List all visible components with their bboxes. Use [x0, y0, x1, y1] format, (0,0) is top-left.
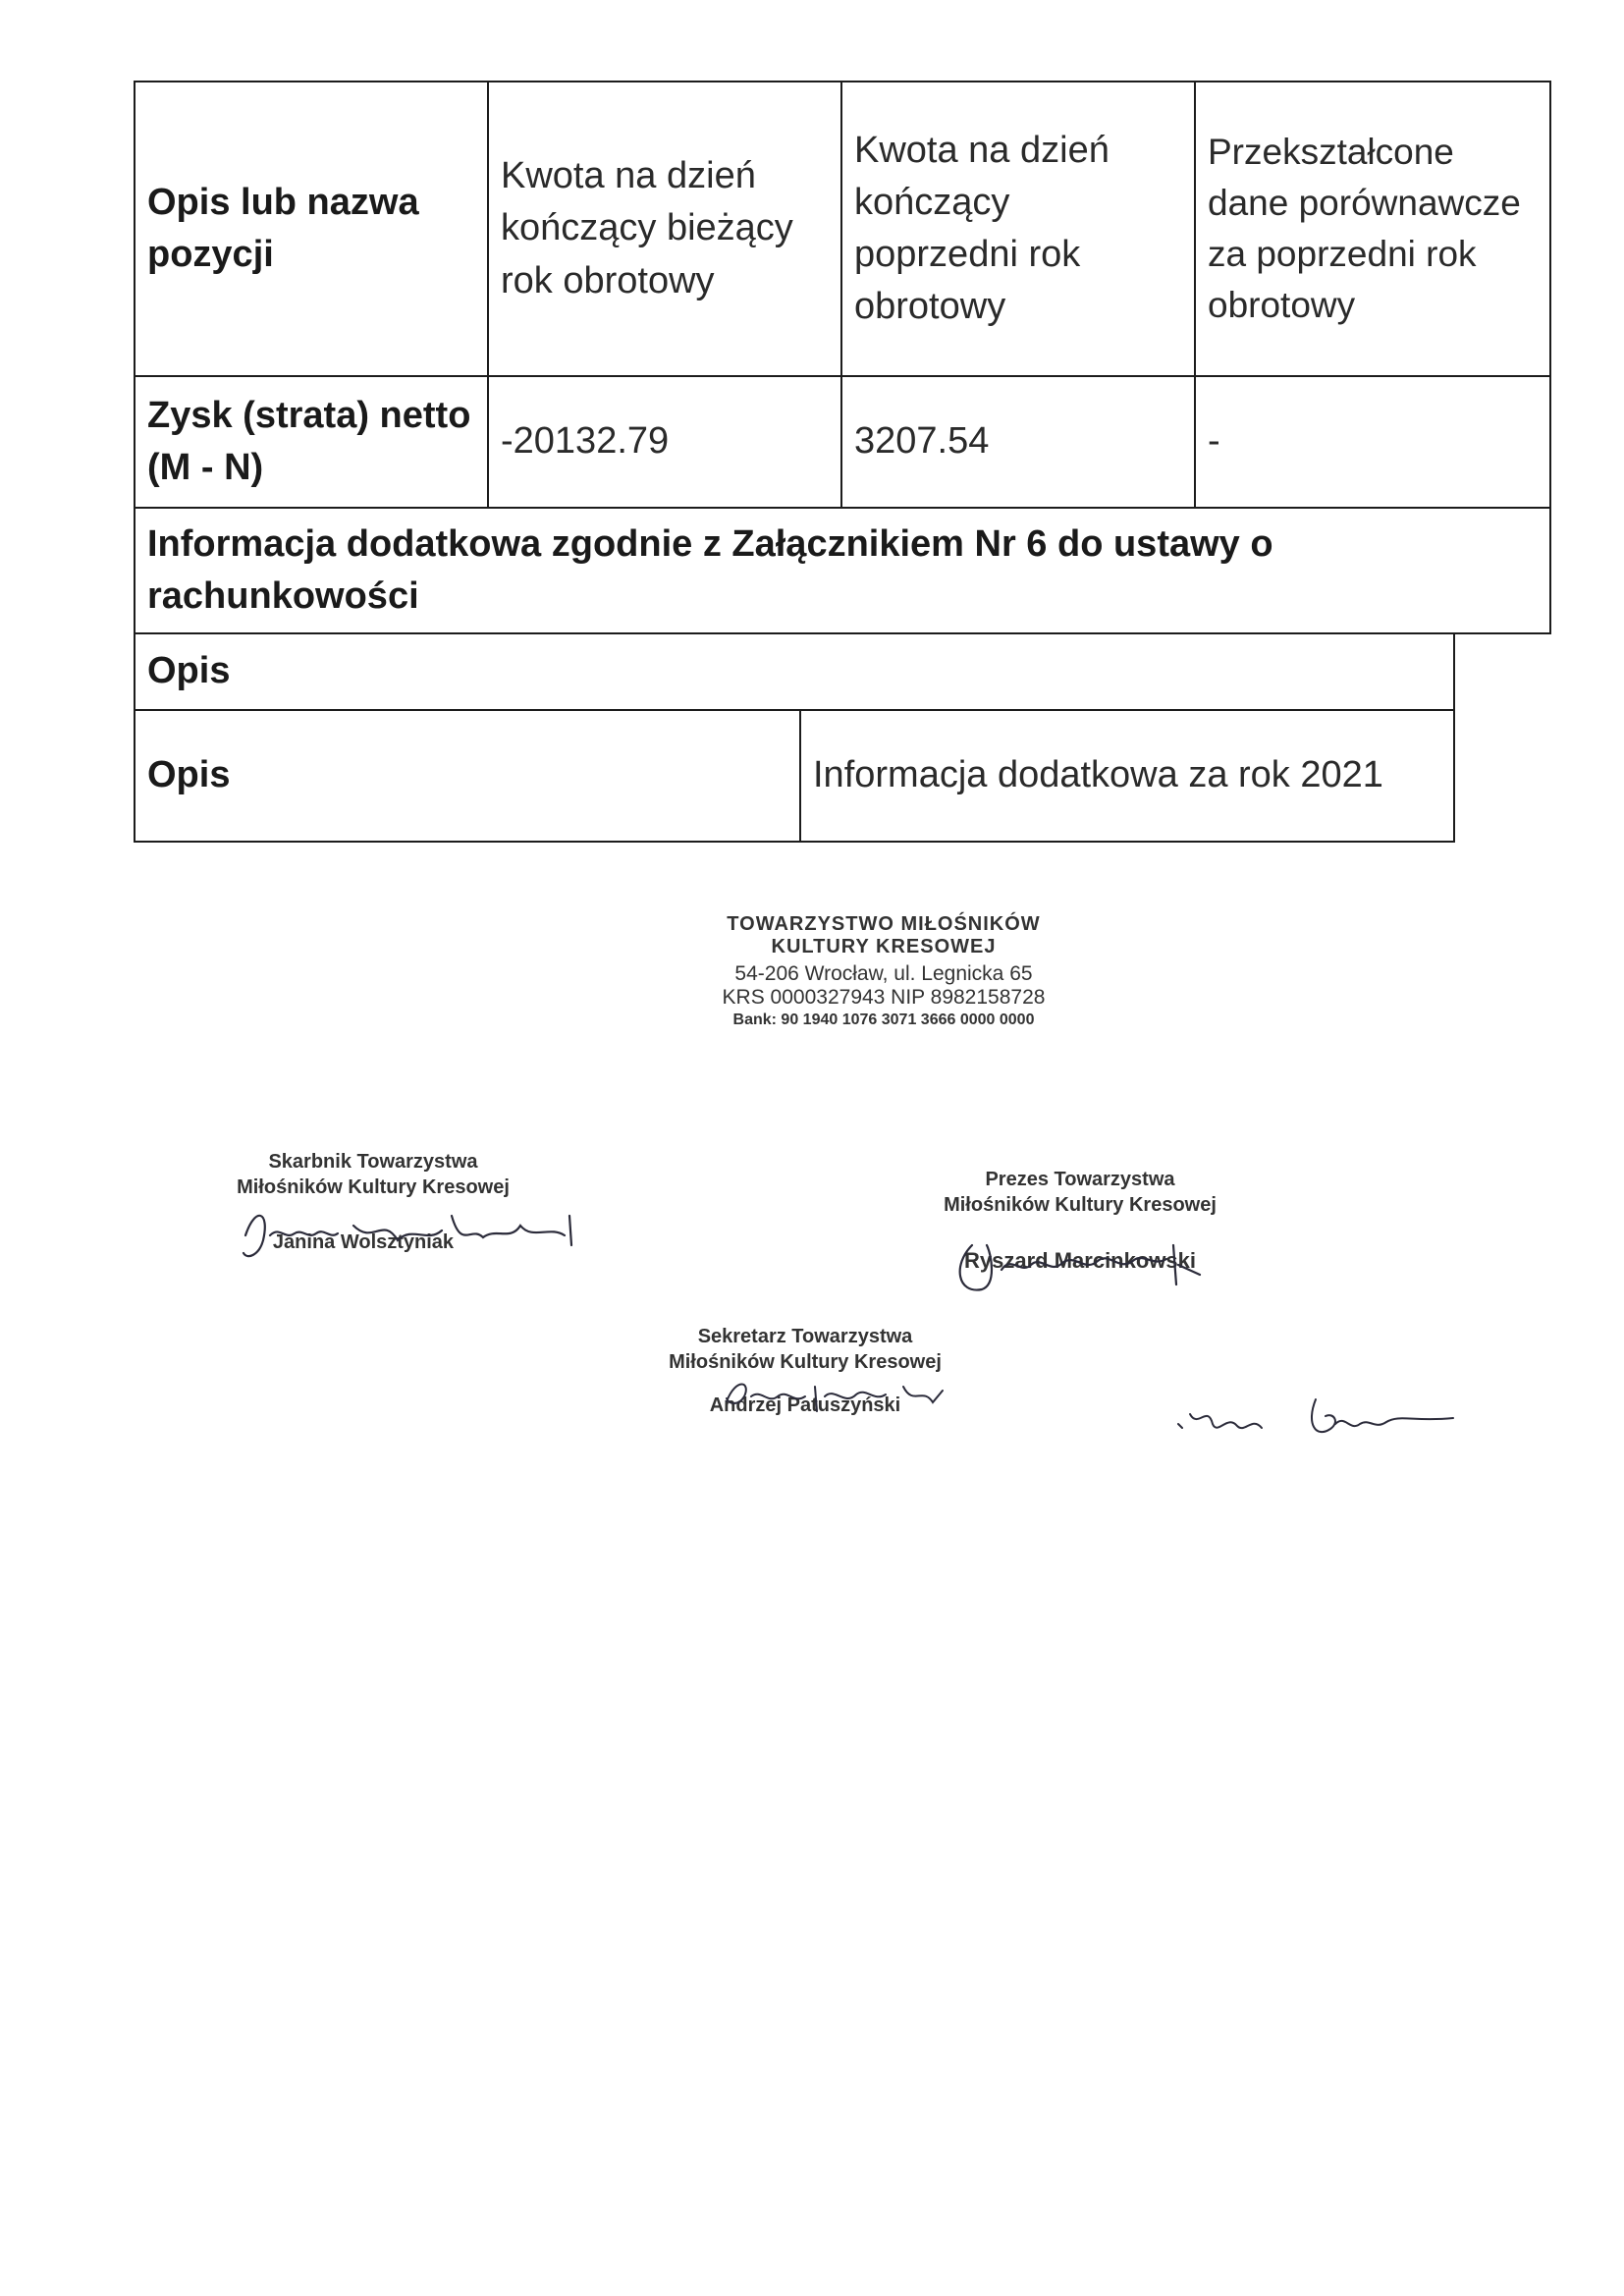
row-value-previous: 3207.54 [840, 375, 1196, 509]
president-title-1: Prezes Towarzystwa [985, 1169, 1175, 1190]
stamp-address: 54-206 Wrocław, ul. Legnicka 65 [734, 962, 1033, 985]
opis-value: Informacja dodatkowa za rok 2021 [799, 709, 1455, 843]
president-title-2: Miłośników Kultury Kresowej [944, 1194, 1217, 1216]
treasurer-title-2: Miłośników Kultury Kresowej [237, 1176, 510, 1198]
treasurer-name: Janina Wolsztyniak [272, 1231, 455, 1253]
president-signature [943, 1216, 1237, 1304]
additional-info-title: Informacja dodatkowa zgodnie z Załącznikiem Nr 6 do ustawy o rachunkowości [134, 507, 1551, 634]
header-previous-year: Kwota na dzień kończący poprzedni rok obrotowy [840, 81, 1196, 377]
row-label-net-profit: Zysk (strata) netto (M - N) [134, 375, 489, 509]
row-value-current: -20132.79 [487, 375, 842, 509]
organization-stamp [628, 913, 1139, 1029]
opis-label: Opis [134, 709, 801, 843]
header-description: Opis lub nazwa pozycji [134, 81, 489, 377]
treasurer-title-1: Skarbnik Towarzystwa [268, 1151, 478, 1173]
row-value-restated: - [1194, 375, 1551, 509]
header-current-year: Kwota na dzień kończący bieżący rok obrotowy [487, 81, 842, 377]
secretary-signature [717, 1367, 972, 1426]
secretary-title-2: Miłośników Kultury Kresowej [669, 1351, 942, 1373]
stamp-line-2: KULTURY KRESOWEJ [771, 936, 997, 957]
stamp-registry: KRS 0000327943 NIP 8982158728 [722, 986, 1046, 1009]
secretary-title-1: Sekretarz Towarzystwa [697, 1326, 913, 1347]
header-restated: Przekształcone dane porównawcze za poprzedni rok obrotowy [1194, 81, 1551, 377]
opis-header: Opis [134, 632, 1455, 711]
stamp-line-1: TOWARZYSTWO MIŁOŚNIKÓW [727, 913, 1041, 935]
secretary-name: Andrzej Patuszyński [709, 1394, 901, 1416]
extra-signature [1168, 1385, 1463, 1453]
president-name: Ryszard Marcinkowski [964, 1248, 1196, 1273]
treasurer-signature [226, 1196, 599, 1275]
stamp-bank: Bank: 90 1940 1076 3071 3666 0000 0000 [732, 1011, 1035, 1028]
